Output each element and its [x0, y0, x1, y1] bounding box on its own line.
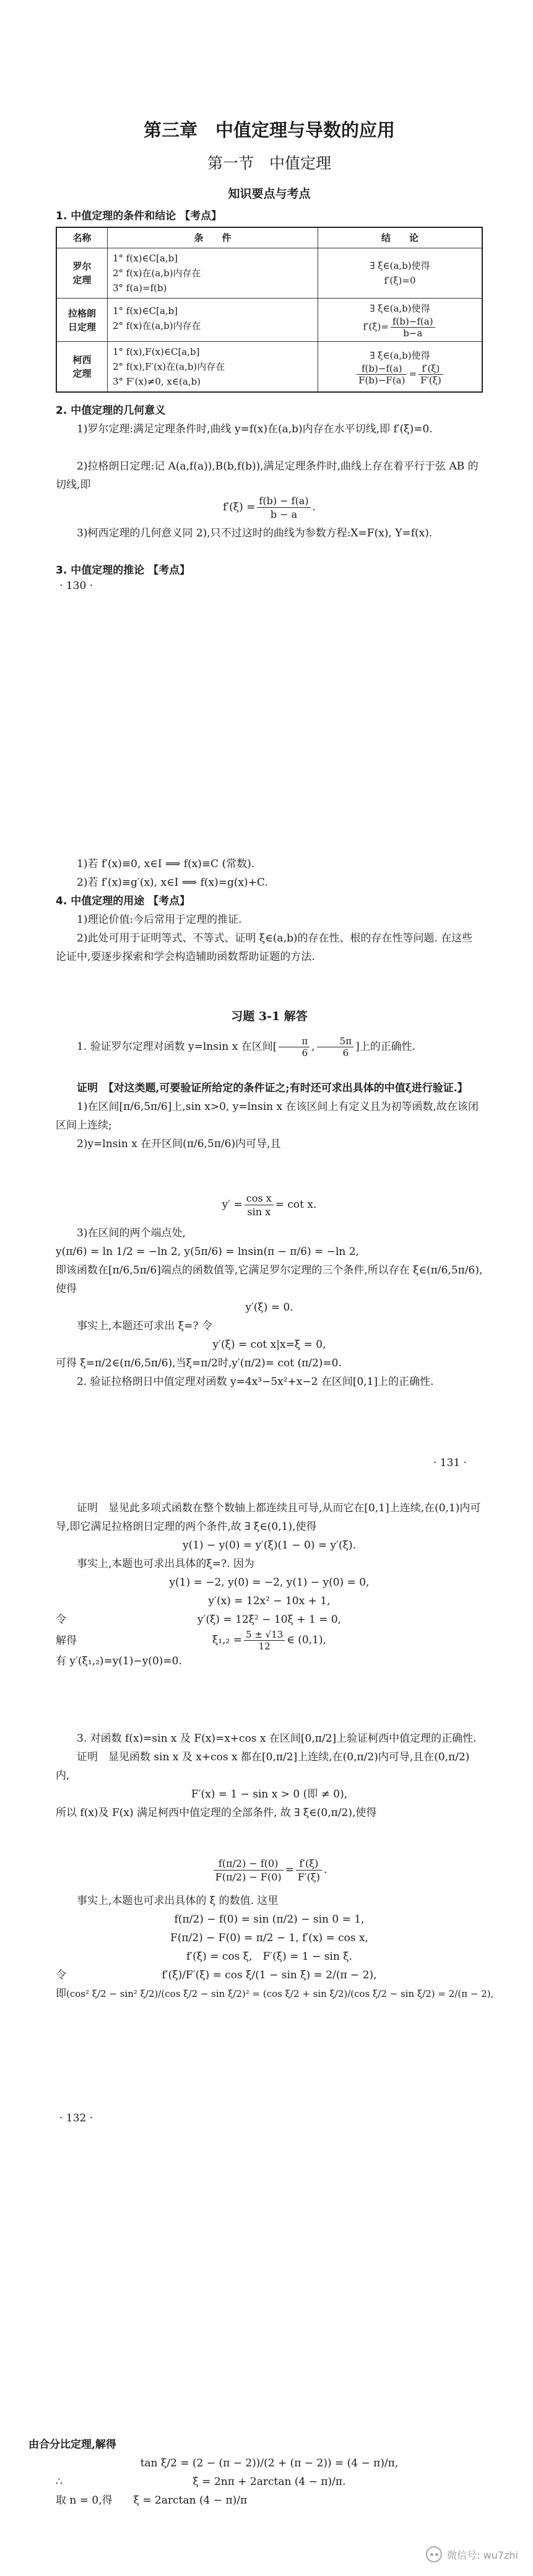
table-row [57, 248, 482, 298]
lagrange-conditions: 1° f(x)∈C[a,b] 2° f(x)在(a,b)内存在 [108, 299, 318, 341]
exercise-1-step3: 3)在区间的两个端点处, y(π/6) = ln 1/2 = −ln 2, y(5π/6) = lnsin(π − π/6) = −ln 2, 即该函数在[π/6,5π/6]端点的函数值等,它满足罗尔定理的三个条件,所以存在 ξ∈(π/6,5π/6),使得 y′(ξ) = 0. 事实上,本题还可求出 ξ=? 令 y′(ξ) = cot x|x=ξ = 0, 可得 ξ=π/2∈(π/6,5π/6),当ξ=π/2时,y′(π/2)= cot (π/2)=0. 2. 验证拉格朗日中值定理对函数 y=4x³−5x²+x−2 在区间[0,1]上的正确性. [56, 1227, 483, 1388]
rolle-name: 罗尔 定理 [57, 248, 108, 298]
item2-heading: 2. 中值定理的几何意义 [56, 404, 166, 417]
lagrange-name: 拉格朗 日定理 [57, 299, 108, 341]
page-132 [0, 1499, 533, 2143]
watermark-text: 微信号: wu7zhi [447, 2549, 518, 2561]
exercise-1-proof: 证明 【对这类题,可要验证所给定的条件证之;有时还可求出具体的中值ξ进行验证.】 1)在区间[π/6,5π/6]上,sin x>0, y=lnsin x 在该区间上有定义且为初等函数,故在该闭区间上连续; 2)y=lnsin x 在开区间(π/6,5π/6)内可导,且 [56, 1082, 479, 1150]
lagrange-formula: f′(ξ) = $\frac{f(b) - f(a)}{b - a}$ . [222, 495, 316, 520]
page-131 [0, 855, 533, 1487]
item1-heading: 1. 中值定理的条件和结论 【考点】 [56, 210, 222, 222]
cauchy-conditions: 1° f(x),F(x)∈C[a,b] 2° f(x),F′(x)在(a,b)内存在 3° F′(x)≠0, x∈(a,b) [108, 342, 318, 391]
page-133-partial [0, 2143, 533, 2576]
table-header-name: 名称 [57, 228, 108, 248]
wechat-watermark [426, 2546, 518, 2562]
cauchy-name: 柯西 定理 [57, 342, 108, 391]
chapter-title: 第三章 中值定理与导数的应用 [143, 120, 395, 141]
table-row [57, 341, 482, 391]
page-130 [0, 0, 533, 595]
exercise-3-computation: 事实上,本题也可求出具体的 ξ 的数值. 这里 f(π/2) − f(0) = sin (π/2) − sin 0 = 1, F(π/2) − F(0) = π/2 − 1, f′(x) = cos x, f′(ξ) = cos ξ, F′(ξ) = 1 − sin ξ. 令 f′(ξ)/F′(ξ) = cos ξ/(1 − sin ξ) = 2/(π − 2), 即 (cos² ξ/2 − sin² ξ/2)/(cos ξ/2 − sin ξ/2)² = (cos ξ/2 + sin ξ/2)/(cos ξ/2 − sin ξ/2) = 2/(π − 2), [56, 1895, 494, 2000]
rolle-conditions: 1° f(x)∈C[a,b] 2° f(x)在(a,b)内存在 3° f(a)=f(b) [108, 248, 318, 298]
lagrange-conclusion: ∃ ξ∈(a,b)使得 f′(ξ)= $\frac{f(b)-f(a)}{b-a}$ [318, 299, 482, 341]
table-header-conditions: 条 件 [108, 228, 318, 248]
item3-heading: 3. 中值定理的推论 【考点】 [56, 564, 191, 577]
corollary-list: 1)若 f′(x)≡0, x∈I ⟹ f(x)≡C (常数). 2)若 f′(x)≡g′(x), x∈I ⟹ f(x)=g(x)+C. 4. 中值定理的用途 【考点】 1)理论价值:今后常用于定理的推证. 2)此处可用于证明等式、不等式、证明 ξ∈(a,b)的存在性、根的存在性等问题. 在这些论证中,要逐步探索和学会构造辅助函数帮助证题的方法. [56, 858, 473, 963]
exercise-3: 3. 对函数 f(x)=sin x 及 F(x)=x+cos x 在区间[0,π/2]上验证柯西中值定理的正确性. 证明 显见函数 sin x 及 x+cos x 都在[0,π/2]上连续,在(0,π/2)内可导,且在(0,π/2)内, F′(x) = 1 − sin x > 0 (即 ≠ 0), 所以 f(x)及 F(x) 满足柯西中值定理的全部条件, 故 ∃ ξ∈(0,π/2),使得 [56, 1732, 477, 1819]
rolle-conclusion: ∃ ξ∈(a,b)使得 f′(ξ)=0 [370, 260, 430, 286]
rolle-geometry: 1)罗尔定理:满足定理条件时,曲线 y=f(x)在(a,b)内存在水平切线,即 f′(ξ)=0. [77, 423, 433, 435]
exercise-1-statement: 1. 验证罗尔定理对函数 y=lnsin x 在区间[ $\frac{\pi}{6}$ , $\frac{5\pi}{6}$ ]上的正确性. [77, 1036, 416, 1059]
cauchy-geometry: 3)柯西定理的几何意义同 2),只不过这时的曲线为参数方程:X=F(x), Y=f(x). [77, 527, 433, 539]
cauchy-equation: $\frac{f(\pi/2) - f(0)}{F(\pi/2) - F(0)}$ = $\frac{f'(\xi)}{F'(\xi)}$ . [56, 1857, 483, 1884]
page-number: · 132 · [59, 2112, 93, 2124]
theorem-table [56, 227, 483, 393]
page-number: · 131 · [433, 1457, 467, 1469]
lagrange-geometry: 2)拉格朗日定理:记 A(a,f(a)),B(b,f(b)),满足定理条件时,曲线上存在着平行于弦 AB 的切线,即 [56, 460, 479, 491]
wechat-icon [426, 2546, 442, 2562]
section-title: 第一节 中值定理 [207, 154, 331, 172]
page-number: · 130 · [59, 580, 93, 592]
exercise-1-derivative: y′ = $\frac{\text{cos x}}{\text{sin x}}$ = cot x. [222, 1192, 317, 1218]
exercise-3-continuation: 由合分比定理,解得 tan ξ/2 = (2 − (π − 2))/(2 + (π − 2)) = (4 − π)/π, ∴ ξ = 2nπ + 2arctan (4 − π)/π. 取 n = 0,得 ξ = 2arctan (4 − π)/π [28, 2438, 399, 2507]
cauchy-conclusion: ∃ ξ∈(a,b)使得 $\frac{f(b)-f(a)}{F(b)-F(a)}$ = $\frac{f'(\xi)}{F'(\xi)}$ [318, 342, 482, 391]
exercise-title: 习题 3-1 解答 [231, 1010, 308, 1023]
exercise-2-proof: 证明 显见此多项式函数在整个数轴上都连续且可导,从而它在[0,1]上连续,在(0,1)内可导,即它满足拉格朗日定理的两个条件,故 ∃ ξ∈(0,1),使得 y(1) − y(0) = y′(ξ)(1 − 0) = y′(ξ). 事实上,本题也可求出具体的ξ=?. 因为 y(1) = −2, y(0) = −2, y(1) − y(0) = 0, y′(x) = 12x² − 10x + 1, 令 y′(ξ) = 12ξ² − 10ξ + 1 = 0, 解得 ξ₁,₂ = $\frac{5 \pm √13}{12}$ ∈ (0,1), 有 y′(ξ₁,₂)=y(1)−y(0)=0. [56, 1502, 481, 1667]
table-row [57, 298, 482, 341]
table-header-conclusion: 结 论 [381, 232, 418, 243]
table-header-row [57, 228, 482, 248]
subsection-title: 知识要点与考点 [228, 187, 311, 201]
